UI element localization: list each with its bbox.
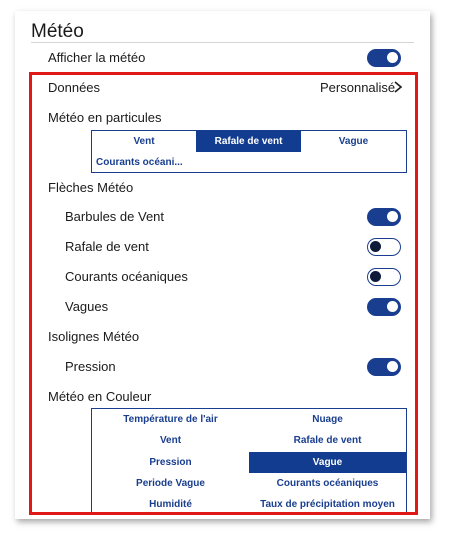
color-option-humidity[interactable]: Humidité <box>149 499 192 510</box>
toggle-knob <box>387 211 398 222</box>
color-option-wave-period[interactable]: Periode Vague <box>136 478 205 489</box>
arrows-gust-label: Rafale de vent <box>65 239 149 254</box>
arrows-waves-toggle[interactable] <box>367 298 401 316</box>
particles-option-wind[interactable]: Vent <box>133 136 155 147</box>
color-option-precipitation-rate[interactable]: Taux de précipitation moyen <box>260 499 395 510</box>
color-option-gust[interactable]: Rafale de vent <box>293 435 362 446</box>
toggle-knob <box>387 301 398 312</box>
toggle-knob <box>387 52 398 63</box>
isolines-pressure-toggle[interactable] <box>367 358 401 376</box>
title-divider <box>31 42 414 43</box>
particles-option-gust[interactable]: Rafale de vent <box>196 131 301 152</box>
arrows-currents-toggle[interactable] <box>367 268 401 286</box>
arrows-currents-label: Courants océaniques <box>65 269 188 284</box>
toggle-knob <box>370 241 381 252</box>
chevron-right-icon[interactable] <box>393 81 403 93</box>
toggle-knob <box>370 271 381 282</box>
show-weather-label: Afficher la météo <box>48 50 146 65</box>
page-title: Météo <box>31 21 84 42</box>
color-option-cloud[interactable]: Nuage <box>312 414 343 425</box>
data-value-link[interactable]: Personnalisé <box>320 80 396 95</box>
color-option-grid <box>91 408 407 515</box>
data-label: Données <box>48 80 101 95</box>
particles-section-label: Météo en particules <box>48 110 162 125</box>
arrows-wind-barbs-toggle[interactable] <box>367 208 401 226</box>
particles-option-wave[interactable]: Vague <box>338 136 369 147</box>
isolines-pressure-label: Pression <box>65 359 116 374</box>
color-option-air-temperature[interactable]: Température de l'air <box>123 414 218 425</box>
color-option-wind[interactable]: Vent <box>159 435 182 446</box>
color-option-currents[interactable]: Courants océaniques <box>276 478 379 489</box>
toggle-knob <box>387 361 398 372</box>
arrows-waves-label: Vagues <box>65 299 109 314</box>
isolines-section-label: Isolignes Météo <box>48 329 140 344</box>
color-section-label: Météo en Couleur <box>48 389 152 404</box>
particles-option-currents[interactable]: Courants océani... <box>96 157 183 168</box>
arrows-wind-barbs-label: Barbules de Vent <box>65 209 165 224</box>
particles-option-grid <box>91 130 407 173</box>
arrows-section-label: Flèches Météo <box>48 180 134 195</box>
color-option-wave[interactable]: Vague <box>249 452 406 473</box>
show-weather-toggle[interactable] <box>367 49 401 67</box>
color-option-pressure[interactable]: Pression <box>149 457 192 468</box>
arrows-gust-toggle[interactable] <box>367 238 401 256</box>
